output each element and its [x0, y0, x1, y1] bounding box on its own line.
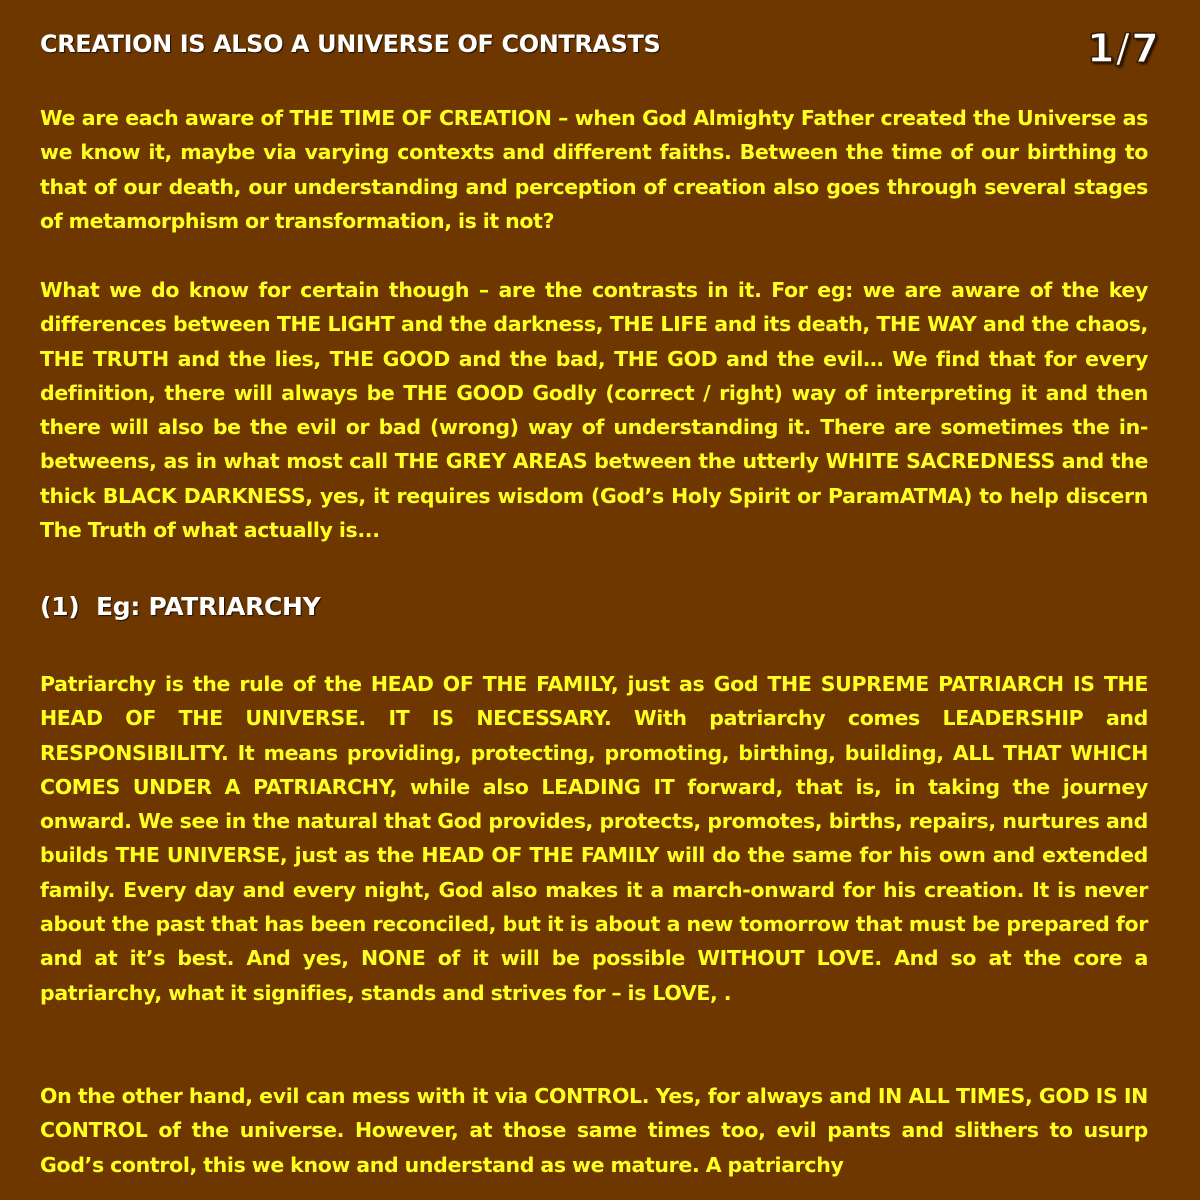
paragraph-creation-time: We are each aware of THE TIME OF CREATION – when God Almighty Father created the Universe as we know it, maybe via varying contexts and different faiths. Between the time of our birthing to that of our death, our understanding and perception of creation also goes through several stages of metamorphism or transformation, is it not?: [40, 106, 1148, 233]
section-heading-text: Eg: PATRIARCHY: [96, 592, 321, 621]
paragraph-contrasts: What we do know for certain though – are the contrasts in it. For eg: we are aware of the key differences between THE LIGHT and the darkness, THE LIFE and its death, THE WAY and the chaos, THE TRUTH and the lies, THE GOOD and the bad, THE GOD and the evil… We find that for every definition, there will always be THE GOOD Godly (correct / right) way of interpreting it and then there will also be the evil or bad (wrong) way of understanding it. There are sometimes the in-betweens, as in what most call THE GREY AREAS between the utterly WHITE SACREDNESS and the thick BLACK DARKNESS, yes, it requires wisdom (God’s Holy Spirit or ParamATMA) to help discern The Truth of what actually is...: [40, 278, 1148, 543]
section-number: (1): [40, 592, 80, 621]
paragraph-control: On the other hand, evil can mess with it via CONTROL. Yes, for always and IN ALL TIMES, GOD IS IN CONTROL of the universe. However, at those same times too, evil pants and slithers to usurp God’s control, this we know and understand as we mature. A patriarchy: [40, 1084, 1148, 1177]
section-heading: [40, 592, 321, 621]
slide-title: CREATION IS ALSO A UNIVERSE OF CONTRASTS: [40, 30, 661, 58]
paragraph-patriarchy: Patriarchy is the rule of the HEAD OF THE FAMILY, just as God THE SUPREME PATRIARCH IS THE HEAD OF THE UNIVERSE. IT IS NECESSARY. With patriarchy comes LEADERSHIP and RESPONSIBILITY. It means providing, protecting, promoting, birthing, building, ALL THAT WHICH COMES UNDER A PATRIARCHY, while also LEADING IT forward, that is, in taking the journey onward. We see in the natural that God provides, protects, promotes, births, repairs, nurtures and builds THE UNIVERSE, just as the HEAD OF THE FAMILY will do the same for his own and extended family. Every day and every night, God also makes it a march-onward for his creation. It is never about the past that has been reconciled, but it is about a new tomorrow that must be prepared for and at it’s best. And yes, NONE of it will be possible WITHOUT LOVE. And so at the core a patriarchy, what it signifies, stands and strives for – is LOVE, .: [40, 672, 1148, 1005]
page-number: 1/7: [1086, 26, 1160, 72]
